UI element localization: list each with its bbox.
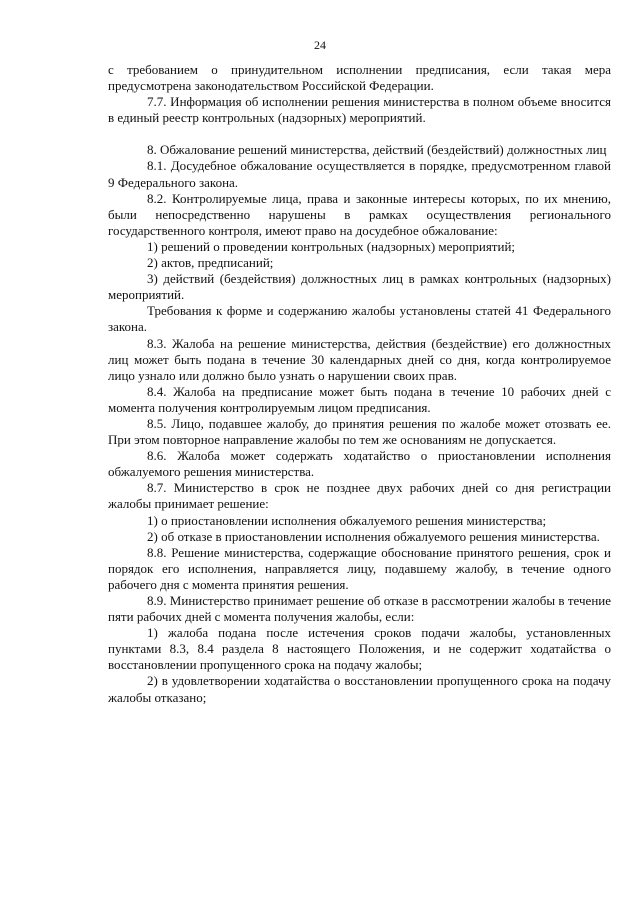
paragraph-8-8: 8.8. Решение министерства, содержащие обоснование принятого решения, срок и порядок его исполнения, направляется лицу, подавшему жалобу, в течение одного рабочего дня с момента принятия решения. (108, 544, 611, 592)
list-item: 1) решений о проведении контрольных (надзорных) мероприятий; (147, 238, 516, 254)
paragraph-8-9: 8.9. Министерство принимает решение об отказе в рассмотрении жалобы в течение пяти рабочих дней с момента получения жалобы, если: (108, 593, 611, 625)
paragraph-continuation: с требованием о принудительном исполнении предписания, если такая мера предусмотрена законодательством Российской Федерации. (108, 62, 611, 94)
section-8-heading: 8. Обжалование решений министерства, действий (бездействий) должностных лиц (147, 142, 607, 158)
paragraph-8-6: 8.6. Жалоба может содержать ходатайство о приостановлении исполнения обжалуемого решения министерства. (108, 448, 611, 480)
document-body (108, 62, 611, 706)
list-item: 1) жалоба подана после истечения сроков подачи жалобы, установленных пунктами 8.3, 8.4 раздела 8 настоящего Положения, и не содержит ходатайства о восстановлении пропущенного срока на подачу жалобы; (108, 625, 611, 673)
paragraph-requirements: Требования к форме и содержанию жалобы установлены статей 41 Федерального закона. (108, 303, 611, 335)
page-number: 24 (314, 38, 326, 52)
list-item: 2) об отказе в приостановлении исполнения обжалуемого решения министерства. (147, 528, 600, 544)
list-item: 3) действий (бездействия) должностных лиц в рамках контрольных (надзорных) мероприятий. (108, 271, 611, 303)
list-item: 1) о приостановлении исполнения обжалуемого решения министерства; (147, 512, 547, 528)
list-item: 2) в удовлетворении ходатайства о восстановлении пропущенного срока на подачу жалобы отказано; (108, 673, 611, 705)
paragraph-8-1: 8.1. Досудебное обжалование осуществляется в порядке, предусмотренном главой 9 Федерального закона. (108, 158, 611, 190)
paragraph-8-4: 8.4. Жалоба на предписание может быть подана в течение 10 рабочих дней с момента получения контролируемым лицом предписания. (108, 383, 611, 415)
paragraph-8-7: 8.7. Министерство в срок не позднее двух рабочих дней со дня регистрации жалобы принимает решение: (108, 480, 611, 512)
paragraph-8-5: 8.5. Лицо, подавшее жалобу, до принятия решения по жалобе может отозвать ее. При этом повторное направление жалобы по тем же основаниям не допускается. (108, 415, 611, 448)
paragraph-7-7: 7.7. Информация об исполнении решения министерства в полном объеме вносится в единый реестр контрольных (надзорных) мероприятий. (108, 94, 611, 126)
paragraph-8-2: 8.2. Контролируемые лица, права и законные интересы которых, по их мнению, были непосредственно нарушены в рамках осуществления регионального государственного контроля, имеют право на досудебное обжалование: (108, 190, 611, 238)
paragraph-8-3: 8.3. Жалоба на решение министерства, действия (бездействие) его должностных лиц может быть подана в течение 30 календарных дней со дня, когда контролируемое лицо узнало или должно было узнать о нарушении своих прав. (108, 335, 611, 383)
list-item: 2) актов, предписаний; (147, 255, 274, 271)
